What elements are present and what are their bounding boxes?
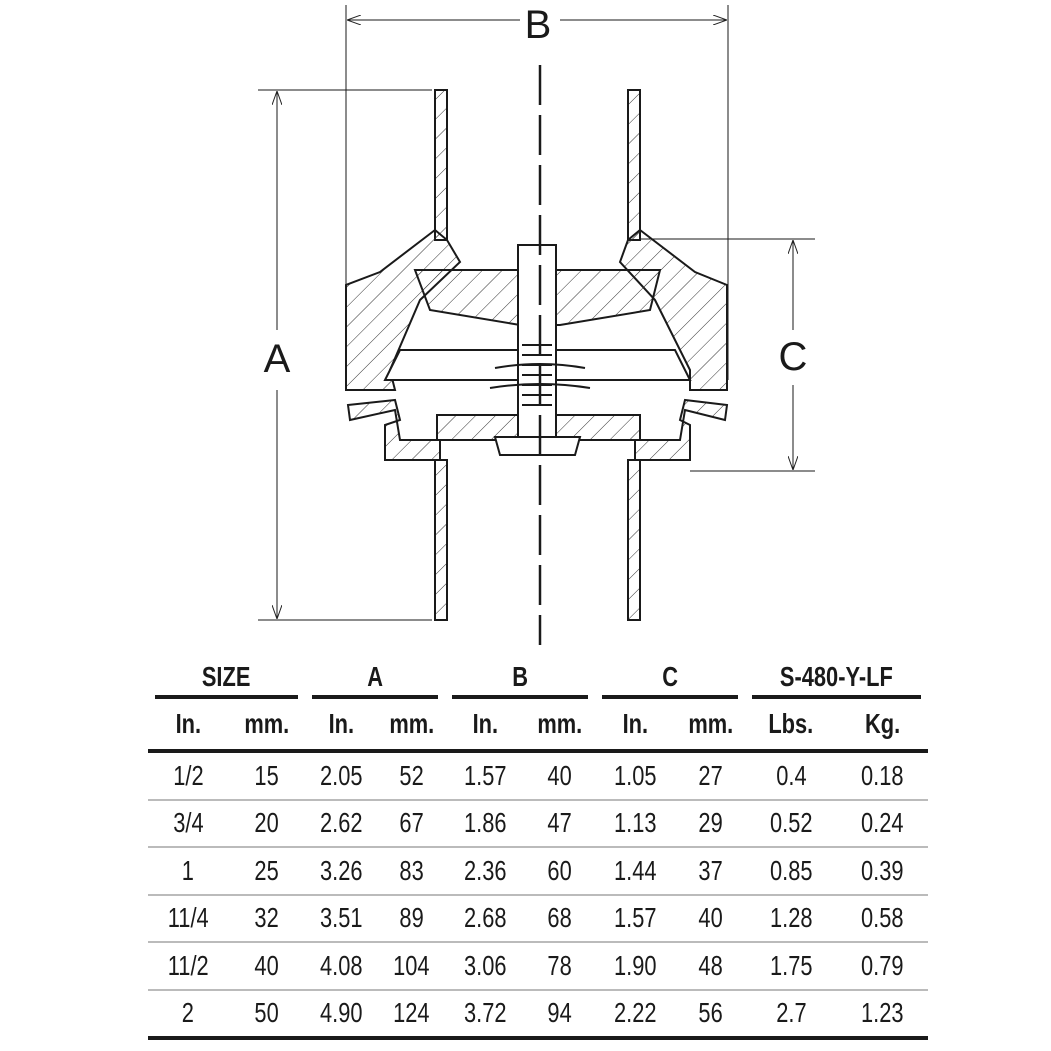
unit-header-label: Lbs. [768, 708, 814, 739]
table-cell [837, 800, 928, 848]
table-cell [676, 942, 745, 990]
table-cell [305, 990, 378, 1039]
table-cell [228, 847, 305, 895]
top-pipe-right-wall [628, 90, 640, 240]
cell-value: 2.05 [320, 759, 363, 791]
table-cell [378, 895, 445, 943]
cell-value: 1.57 [463, 759, 507, 791]
table-cell [595, 847, 676, 895]
group-header-label: A [367, 661, 383, 692]
cell-value: 94 [547, 997, 573, 1029]
unit-header-label: In. [175, 708, 201, 739]
cell-value: 0.4 [775, 759, 807, 791]
unit-header [445, 699, 525, 751]
cell-value: 68 [547, 902, 573, 934]
table-cell [148, 751, 228, 800]
cell-value: 0.24 [861, 807, 904, 839]
group-header [148, 655, 305, 699]
cell-value: 1.86 [463, 807, 507, 839]
cell-value: 3/4 [172, 807, 204, 839]
cell-value: 52 [399, 759, 424, 791]
group-header [595, 655, 745, 699]
cell-value: 1.90 [614, 949, 657, 981]
cell-value: 2.22 [614, 997, 657, 1029]
unit-header-label: mm. [389, 708, 434, 739]
cell-value: 1.44 [614, 854, 657, 886]
cell-value: 1.23 [861, 997, 904, 1029]
group-header [305, 655, 445, 699]
cell-value: 3.72 [463, 997, 507, 1029]
cell-value: 124 [393, 997, 430, 1029]
unit-header [378, 699, 445, 751]
table-cell [378, 800, 445, 848]
cell-value: 29 [698, 807, 723, 839]
table-row [148, 942, 928, 990]
table-cell [228, 942, 305, 990]
unit-header-label: mm. [688, 708, 734, 739]
unit-header [305, 699, 378, 751]
group-header-label: C [662, 661, 678, 692]
cell-value: 32 [254, 902, 279, 934]
table-cell [525, 895, 595, 943]
table-cell [305, 895, 378, 943]
cell-value: 40 [698, 902, 723, 934]
cell-value: 20 [254, 807, 279, 839]
table-row [148, 990, 928, 1039]
group-header-label: S-480-Y-LF [780, 661, 894, 692]
cell-value: 0.85 [769, 854, 813, 886]
cell-value: 56 [698, 997, 723, 1029]
unit-header [745, 699, 837, 751]
table-cell [148, 847, 228, 895]
unit-header [676, 699, 745, 751]
table-cell [445, 895, 525, 943]
table-cell [745, 990, 837, 1039]
table-cell [595, 800, 676, 848]
table-cell [837, 990, 928, 1039]
table-cell [378, 847, 445, 895]
cell-value: 0.18 [861, 759, 904, 791]
table-cell [676, 847, 745, 895]
dimension-b-label: B [524, 3, 552, 47]
flange-right [635, 400, 727, 460]
table-cell [228, 800, 305, 848]
cell-value: 83 [399, 854, 424, 886]
unit-header-label: In. [472, 708, 498, 739]
table-cell [837, 847, 928, 895]
group-header-label: B [512, 661, 528, 692]
table-cell [148, 990, 228, 1039]
unit-header [148, 699, 228, 751]
table-cell [837, 942, 928, 990]
unit-header [837, 699, 928, 751]
table-cell [148, 942, 228, 990]
table-cell [837, 751, 928, 800]
table-cell [525, 942, 595, 990]
dimension-c-label: C [778, 335, 808, 379]
cell-value: 1.75 [769, 949, 813, 981]
cell-value: 2 [181, 997, 195, 1029]
cell-value: 3.51 [320, 902, 363, 934]
unit-header-label: Kg. [864, 708, 901, 739]
group-header-label: SIZE [202, 661, 251, 692]
cell-value: 4.90 [320, 997, 363, 1029]
cell-value: 60 [547, 854, 573, 886]
table-cell [525, 990, 595, 1039]
unit-header-label: mm. [537, 708, 583, 739]
cell-value: 1.05 [614, 759, 657, 791]
table-cell [305, 847, 378, 895]
dimension-a-label: A [263, 337, 291, 381]
table-cell [378, 990, 445, 1039]
top-pipe-left-wall [435, 90, 447, 240]
cell-value: 1/2 [172, 759, 204, 791]
flange-left [348, 400, 440, 460]
cell-value: 104 [393, 949, 430, 981]
table-row [148, 895, 928, 943]
table-cell [525, 751, 595, 800]
nut [495, 437, 580, 455]
table-cell [525, 800, 595, 848]
cell-value: 47 [547, 807, 573, 839]
cell-value: 3.06 [463, 949, 507, 981]
cell-value: 0.52 [769, 807, 813, 839]
table-cell [378, 942, 445, 990]
unit-header-label: In. [622, 708, 649, 739]
cell-value: 78 [547, 949, 573, 981]
table-cell [595, 990, 676, 1039]
table-cell [745, 942, 837, 990]
cell-value: 0.79 [861, 949, 904, 981]
cell-value: 37 [698, 854, 723, 886]
table-cell [445, 990, 525, 1039]
table-cell [676, 895, 745, 943]
table-cell [745, 800, 837, 848]
unit-header [525, 699, 595, 751]
table-cell [445, 942, 525, 990]
cell-value: 1.57 [614, 902, 657, 934]
cell-value: 2.36 [463, 854, 507, 886]
table-cell [228, 895, 305, 943]
cell-value: 11/4 [167, 902, 209, 934]
table-cell [745, 751, 837, 800]
unit-header [228, 699, 305, 751]
table-row [148, 800, 928, 848]
cell-value: 1 [181, 854, 195, 886]
cell-value: 1.28 [769, 902, 813, 934]
bottom-pipe-left-wall [435, 460, 447, 620]
table-cell [745, 895, 837, 943]
table-cell [148, 895, 228, 943]
table-cell [305, 751, 378, 800]
dimensions-table [148, 655, 928, 1040]
cell-value: 3.26 [320, 854, 363, 886]
cell-value: 48 [698, 949, 723, 981]
cell-value: 0.39 [861, 854, 904, 886]
table-cell [676, 751, 745, 800]
table-cell [378, 751, 445, 800]
cell-value: 2.7 [775, 997, 807, 1029]
table-cell [228, 990, 305, 1039]
table-cell [228, 751, 305, 800]
table-row [148, 751, 928, 800]
table-cell [305, 800, 378, 848]
cell-value: 1.13 [614, 807, 657, 839]
table-cell [837, 895, 928, 943]
unit-header-label: In. [328, 708, 355, 739]
cell-value: 15 [254, 759, 279, 791]
cell-value: 50 [254, 997, 279, 1029]
table-cell [595, 942, 676, 990]
table-cell [676, 800, 745, 848]
table-cell [445, 847, 525, 895]
cell-value: 89 [399, 902, 424, 934]
table-cell [525, 847, 595, 895]
cell-value: 11/2 [167, 949, 209, 981]
table-row [148, 847, 928, 895]
cell-value: 0.58 [861, 902, 904, 934]
table-cell [305, 942, 378, 990]
table-cell [445, 800, 525, 848]
cell-value: 40 [254, 949, 279, 981]
unit-header-label: mm. [244, 708, 289, 739]
table-cell [676, 990, 745, 1039]
cell-value: 2.68 [463, 902, 507, 934]
cell-value: 25 [254, 854, 279, 886]
table-cell [148, 800, 228, 848]
table-cell [445, 751, 525, 800]
table-cell [595, 895, 676, 943]
group-header [745, 655, 928, 699]
cell-value: 67 [399, 807, 424, 839]
group-header [445, 655, 595, 699]
cell-value: 4.08 [320, 949, 363, 981]
cell-value: 27 [698, 759, 723, 791]
table-cell [745, 847, 837, 895]
cell-value: 40 [547, 759, 573, 791]
bottom-pipe-right-wall [628, 460, 640, 620]
table-cell [595, 751, 676, 800]
unit-header [595, 699, 676, 751]
cell-value: 2.62 [320, 807, 363, 839]
